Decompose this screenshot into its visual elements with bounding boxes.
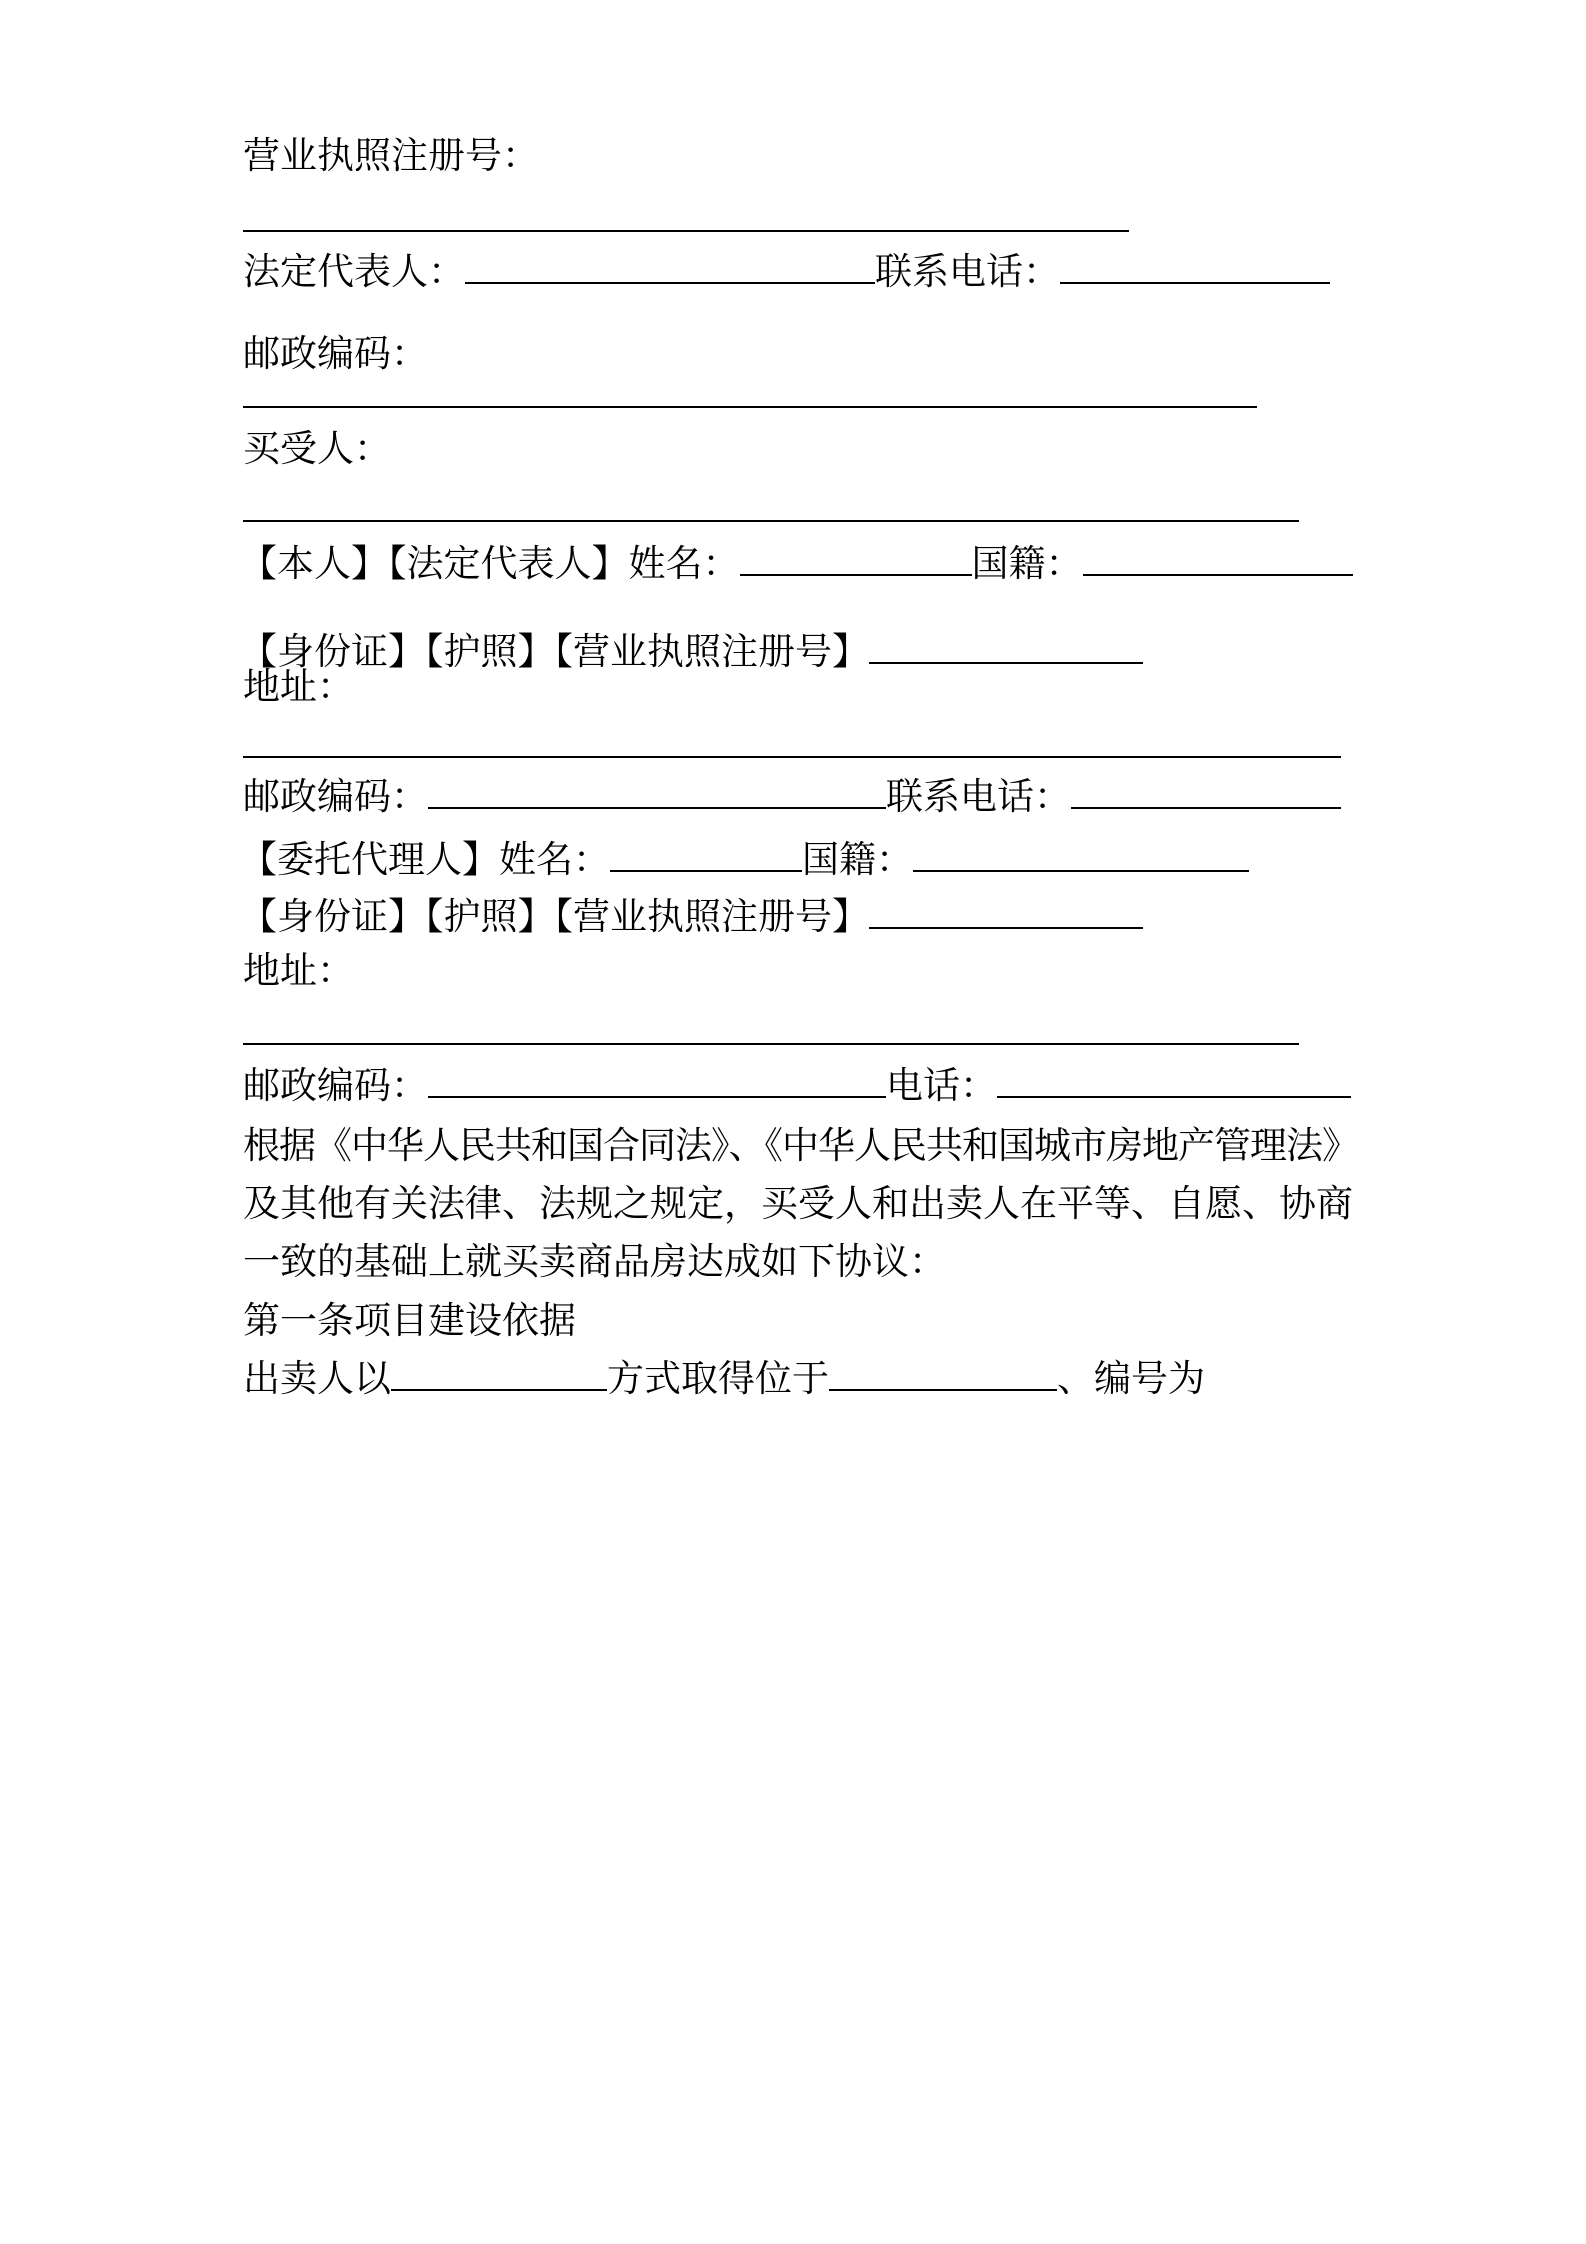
agent-row — [240, 836, 1249, 884]
agent-postcode-label: 邮政编码： — [243, 1064, 428, 1107]
agent-contact-row — [243, 1062, 1351, 1110]
preamble-line-1: 根据《中华人民共和国合同法》、《中华人民共和国城市房地产管理法》 — [243, 1124, 1358, 1167]
legal-rep-phone-label: 联系电话： — [875, 250, 1060, 293]
self-rep-name-blank[interactable] — [740, 540, 972, 576]
buyer-id-blank[interactable] — [869, 628, 1143, 664]
buyer-id-types-label: 【身份证】【护照】【营业执照注册号】 — [240, 630, 869, 673]
agent-name-label: 【委托代理人】姓名： — [240, 838, 610, 881]
article-1-text-b: 方式取得位于 — [607, 1357, 829, 1400]
buyer-phone-label: 联系电话： — [886, 775, 1071, 818]
license-number-blank[interactable] — [243, 230, 1129, 232]
agent-phone-blank[interactable] — [997, 1062, 1351, 1098]
preamble-line-3: 一致的基础上就买卖商品房达成如下协议： — [243, 1240, 946, 1283]
self-rep-nationality-blank[interactable] — [1083, 540, 1353, 576]
buyer-address-label: 地址： — [243, 665, 354, 708]
self-rep-nationality-label: 国籍： — [971, 542, 1083, 585]
article-1-title: 第一条项目建设依据 — [243, 1299, 576, 1342]
legal-rep-row — [243, 248, 1330, 296]
agent-address-label: 地址： — [243, 949, 354, 992]
agent-id-row — [240, 893, 1143, 941]
article-1-text-a: 出卖人以 — [243, 1357, 391, 1400]
agent-id-types-label: 【身份证】【护照】【营业执照注册号】 — [240, 895, 869, 938]
legal-rep-phone-blank[interactable] — [1060, 248, 1330, 284]
article-1-text-c: 、编号为 — [1057, 1357, 1205, 1400]
self-rep-name-label: 【本人】【法定代表人】姓名： — [240, 542, 740, 585]
legal-rep-blank[interactable] — [465, 248, 875, 284]
buyer-id-row — [240, 628, 1143, 676]
agent-id-blank[interactable] — [869, 893, 1143, 929]
agent-phone-label: 电话： — [886, 1064, 997, 1107]
location-blank[interactable] — [829, 1355, 1057, 1391]
buyer-contact-row — [243, 773, 1341, 821]
buyer-self-rep-row — [240, 540, 1353, 588]
buyer-phone-blank[interactable] — [1071, 773, 1341, 809]
agent-postcode-blank[interactable] — [428, 1062, 886, 1098]
seller-postcode-label: 邮政编码： — [243, 332, 428, 375]
buyer-name-blank[interactable] — [243, 520, 1299, 522]
agent-name-blank[interactable] — [610, 836, 802, 872]
buyer-postcode-blank[interactable] — [428, 773, 886, 809]
agent-address-blank[interactable] — [243, 1043, 1299, 1045]
agent-nationality-blank[interactable] — [913, 836, 1249, 872]
article-1-line — [243, 1355, 1205, 1403]
buyer-address-blank[interactable] — [243, 756, 1341, 758]
buyer-postcode-label: 邮政编码： — [243, 775, 428, 818]
license-number-label: 营业执照注册号： — [243, 134, 539, 177]
preamble-line-2: 及其他有关法律、法规之规定，买受人和出卖人在平等、自愿、协商 — [243, 1182, 1353, 1225]
seller-postcode-blank[interactable] — [243, 406, 1257, 408]
legal-rep-label: 法定代表人： — [243, 250, 465, 293]
acquisition-method-blank[interactable] — [391, 1355, 607, 1391]
buyer-label: 买受人： — [243, 427, 391, 470]
agent-nationality-label: 国籍： — [802, 838, 913, 881]
